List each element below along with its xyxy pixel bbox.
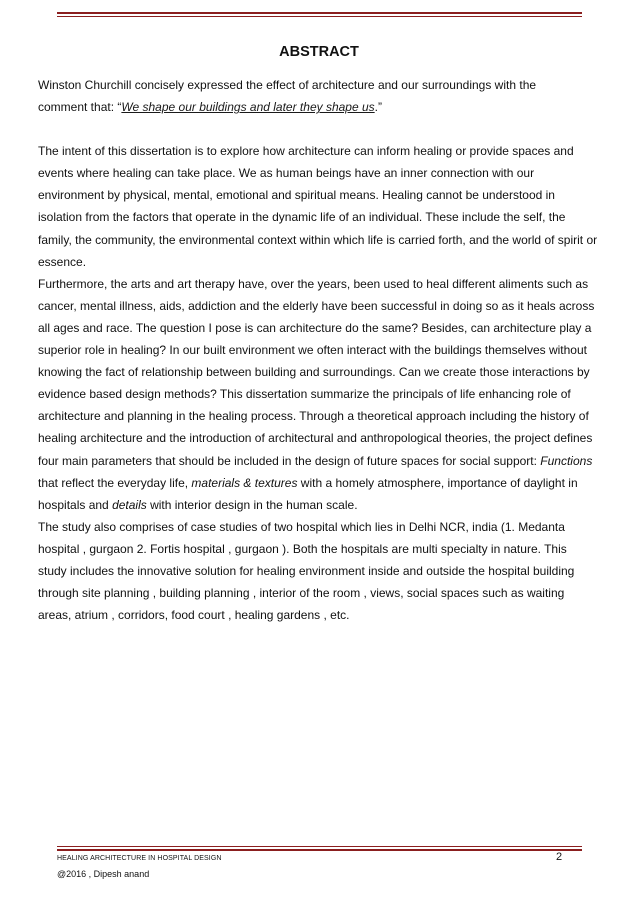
arts-text: Furthermore, the arts and art therapy have, over the years, been used to heal different aliments such as cancer, mental illness, aids, addiction and the elderly have been successful in doing so as it heals across all ages and race. The question I pose is can architecture do the same? Besides, can architecture play a superior role in healing? In our built environment we often interact with the buildings themselves without knowing the fact of relationship between building and surroundings. Can we create those interactions by evidence based design methods? This dissertation summarize the principals of life enhancing role of architecture and planning in the healing process. Through a theoretical approach including the history of healing architecture and the introduction of architectural and anthropological theories, the project defines four main parameters that should be included in the design of future spaces for social support: — [38, 276, 595, 468]
paragraph-arts — [38, 273, 598, 516]
page-number: 2 — [556, 851, 563, 863]
header-rule — [57, 12, 582, 14]
details-term: details — [112, 497, 147, 512]
footer-rule-thin — [57, 846, 582, 847]
quote-prefix: comment that: “ — [38, 100, 122, 115]
paragraph-case-studies: The study also comprises of case studies of two hospital which lies in Delhi NCR, india (1. Medanta hospital , gurgaon 2. Fortis hospital , gurgaon ). Both the hospitals are multi specialty in nature. This study includes the innovative solution for healing environment inside and outside the hospital building through site planning , building planning , interior of the room , views, social spaces such as waiting areas, atrium , corridors, food court , healing gardens , etc. — [38, 519, 575, 623]
paragraph-quote — [38, 74, 598, 118]
quote-intro: Winston Churchill concisely expressed the effect of architecture and our surroundings with the — [38, 78, 537, 92]
churchill-quote: We shape our buildings and later they shape us — [121, 100, 375, 115]
page-title: ABSTRACT — [279, 44, 359, 60]
arts-text-2: that reflect the everyday life, — [38, 475, 192, 490]
footer-rule — [57, 849, 582, 851]
materials-term: materials & textures — [191, 475, 298, 490]
footer-document-title: HEALING ARCHITECTURE IN HOSPITAL DESIGN — [57, 855, 222, 862]
functions-term: Functions — [540, 453, 593, 468]
arts-text-3: with a homely atmosphere, importance of daylight in hospitals and — [38, 475, 578, 512]
paragraph-intent: The intent of this dissertation is to explore how architecture can inform healing or provide spaces and events where healing can take place. We as human beings have an inner connection with our environment by physical, mental, emotional and spiritual means. Healing cannot be understood in isolation from the factors that operate in the dynamic life of an individual. These include the self, the family, the community, the environmental context within which life is carried forth, and the world of spirit or essence. — [38, 144, 598, 269]
arts-text-4: with interior design in the human scale. — [146, 497, 358, 512]
quote-suffix: .” — [374, 100, 382, 115]
header-rule-thin — [57, 16, 582, 17]
footer-credit: @2016 , Dipesh anand — [57, 869, 150, 879]
abstract-body — [38, 74, 598, 626]
